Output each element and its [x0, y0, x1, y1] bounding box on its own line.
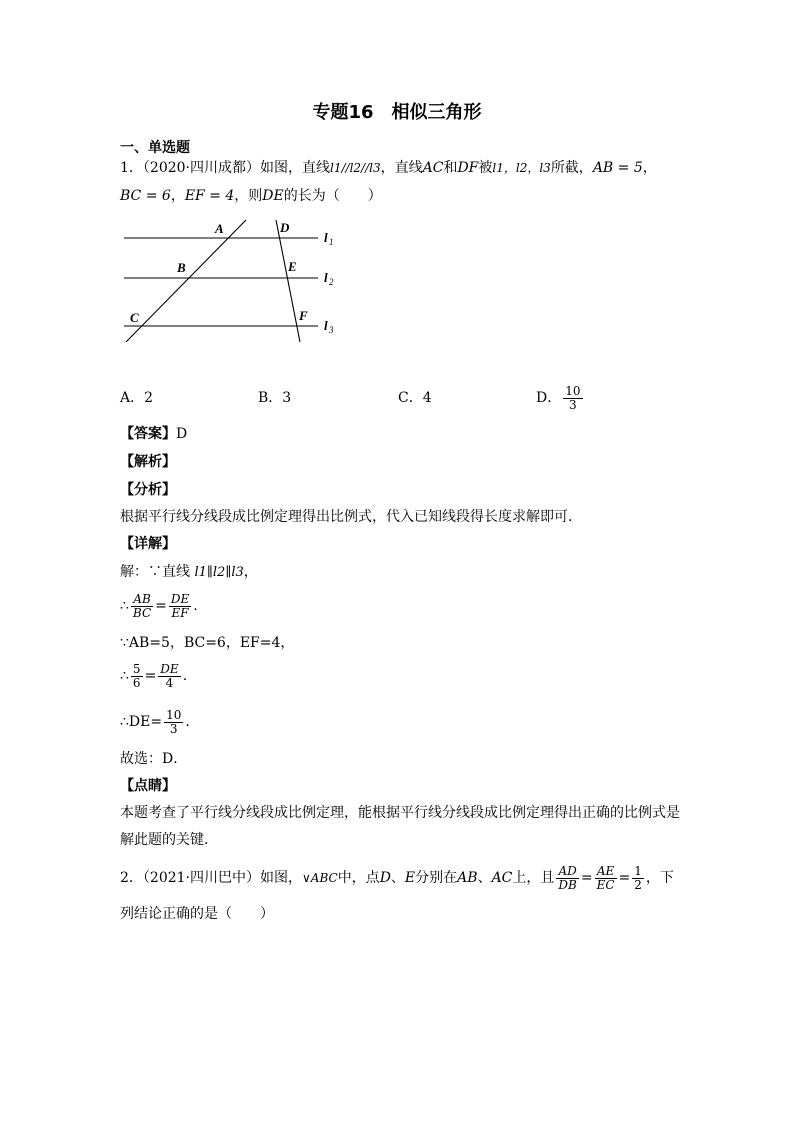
label-l1-sub: 1	[329, 237, 334, 247]
solution-step-2: ∴ $\frac{AB}{BC}$ = $\frac{DE}{EF}$ .	[120, 591, 198, 620]
q1-line-df: DF	[457, 160, 479, 176]
q1-stem-d: 所截，	[550, 160, 593, 176]
page-title: 专题16 相似三角形	[312, 102, 482, 123]
q1-stem-b: ，直线	[380, 160, 423, 176]
dianjing-line-1: 本题考查了平行线分线段成比例定理，能根据平行线分线段成比例定理得出正确的比例式是	[120, 805, 680, 821]
q1-number: 1．	[120, 160, 143, 176]
q1-parallel-lines-figure	[118, 216, 348, 346]
q1-stem-line2	[120, 186, 382, 206]
label-e: E	[288, 259, 297, 274]
label-f: F	[299, 308, 308, 323]
jiexi-tag: 【解析】	[120, 454, 176, 470]
label-b: B	[177, 260, 186, 275]
answer-tag: 【答案】	[120, 426, 176, 442]
q1-bc-eq: BC = 6	[120, 188, 171, 204]
solution-step-3: ∵AB=5，BC=6，EF=4，	[120, 635, 295, 651]
fenxi-tag: 【分析】	[120, 482, 176, 498]
q1-parallel-chain: l1//l2//l3	[330, 161, 381, 175]
q1-sep-2: ，	[170, 188, 185, 204]
dianjing-line-2: 解此题的关键．	[120, 832, 218, 848]
q1-option-d-fraction: $\frac{10}{3}$	[565, 383, 581, 412]
q1-option-d: D． $\frac{10}{3}$	[536, 383, 581, 412]
q1-stem-line1	[120, 158, 657, 178]
q2-stem-line1: 2．（2021·四川巴中）如图，∨ABC中，点D、E分别在AB、AC上，且 $\frac{AD}{DB}$ = $\frac{AE}{EC}$ = $\frac{1}{2}$ ，下	[120, 863, 674, 892]
q1-stem-e: ，则	[234, 188, 263, 204]
guxuan-text: 故选：D．	[120, 751, 188, 767]
q1-ab-eq: AB = 5	[592, 160, 643, 176]
q1-he: 和	[443, 160, 458, 176]
answer-value: D	[176, 426, 188, 442]
dianjing-tag: 【点睛】	[120, 778, 176, 794]
q1-option-b: B．3	[258, 390, 292, 406]
fenxi-text: 根据平行线分线段成比例定理得出比例式，代入已知线段得长度求解即可．	[120, 509, 582, 525]
solution-step-5: ∴DE= $\frac{10}{3}$ .	[120, 707, 190, 736]
section-heading: 一、单选题	[120, 140, 190, 156]
label-l2-sub: 2	[329, 277, 334, 287]
q1-de: DE	[262, 188, 284, 204]
solution-step-1: 解：∵直线 l1∥l2∥l3，	[120, 564, 258, 580]
q1-ef-eq: EF = 4	[184, 188, 235, 204]
q2-stem-line2: 列结论正确的是（ ）	[120, 906, 274, 922]
q1-option-a: A．2	[120, 390, 154, 406]
label-l3-sub: 3	[329, 325, 334, 335]
label-c: C	[130, 310, 139, 325]
q1-stem-f: 的长为（ ）	[283, 188, 382, 204]
q1-stem-c: 被	[478, 160, 493, 176]
solution-step-4: ∴ $\frac{5}{6}$ = $\frac{DE}{4}$ .	[120, 661, 188, 690]
label-a: A	[215, 221, 224, 236]
label-l2: l	[324, 270, 328, 285]
q1-option-c: C．4	[398, 390, 432, 406]
answer-line	[120, 424, 187, 444]
xiangjie-tag: 【详解】	[120, 536, 176, 552]
q1-cut-lines: l1，l2，l3	[492, 161, 551, 175]
q1-stem-a: 如图，直线	[260, 160, 331, 176]
label-l3: l	[324, 318, 328, 333]
q1-sep: ，	[642, 160, 657, 176]
label-d: D	[280, 220, 290, 235]
q1-source: （2020·四川成都）	[142, 160, 261, 176]
q1-line-ac: AC	[422, 160, 444, 176]
label-l1: l	[324, 230, 328, 245]
